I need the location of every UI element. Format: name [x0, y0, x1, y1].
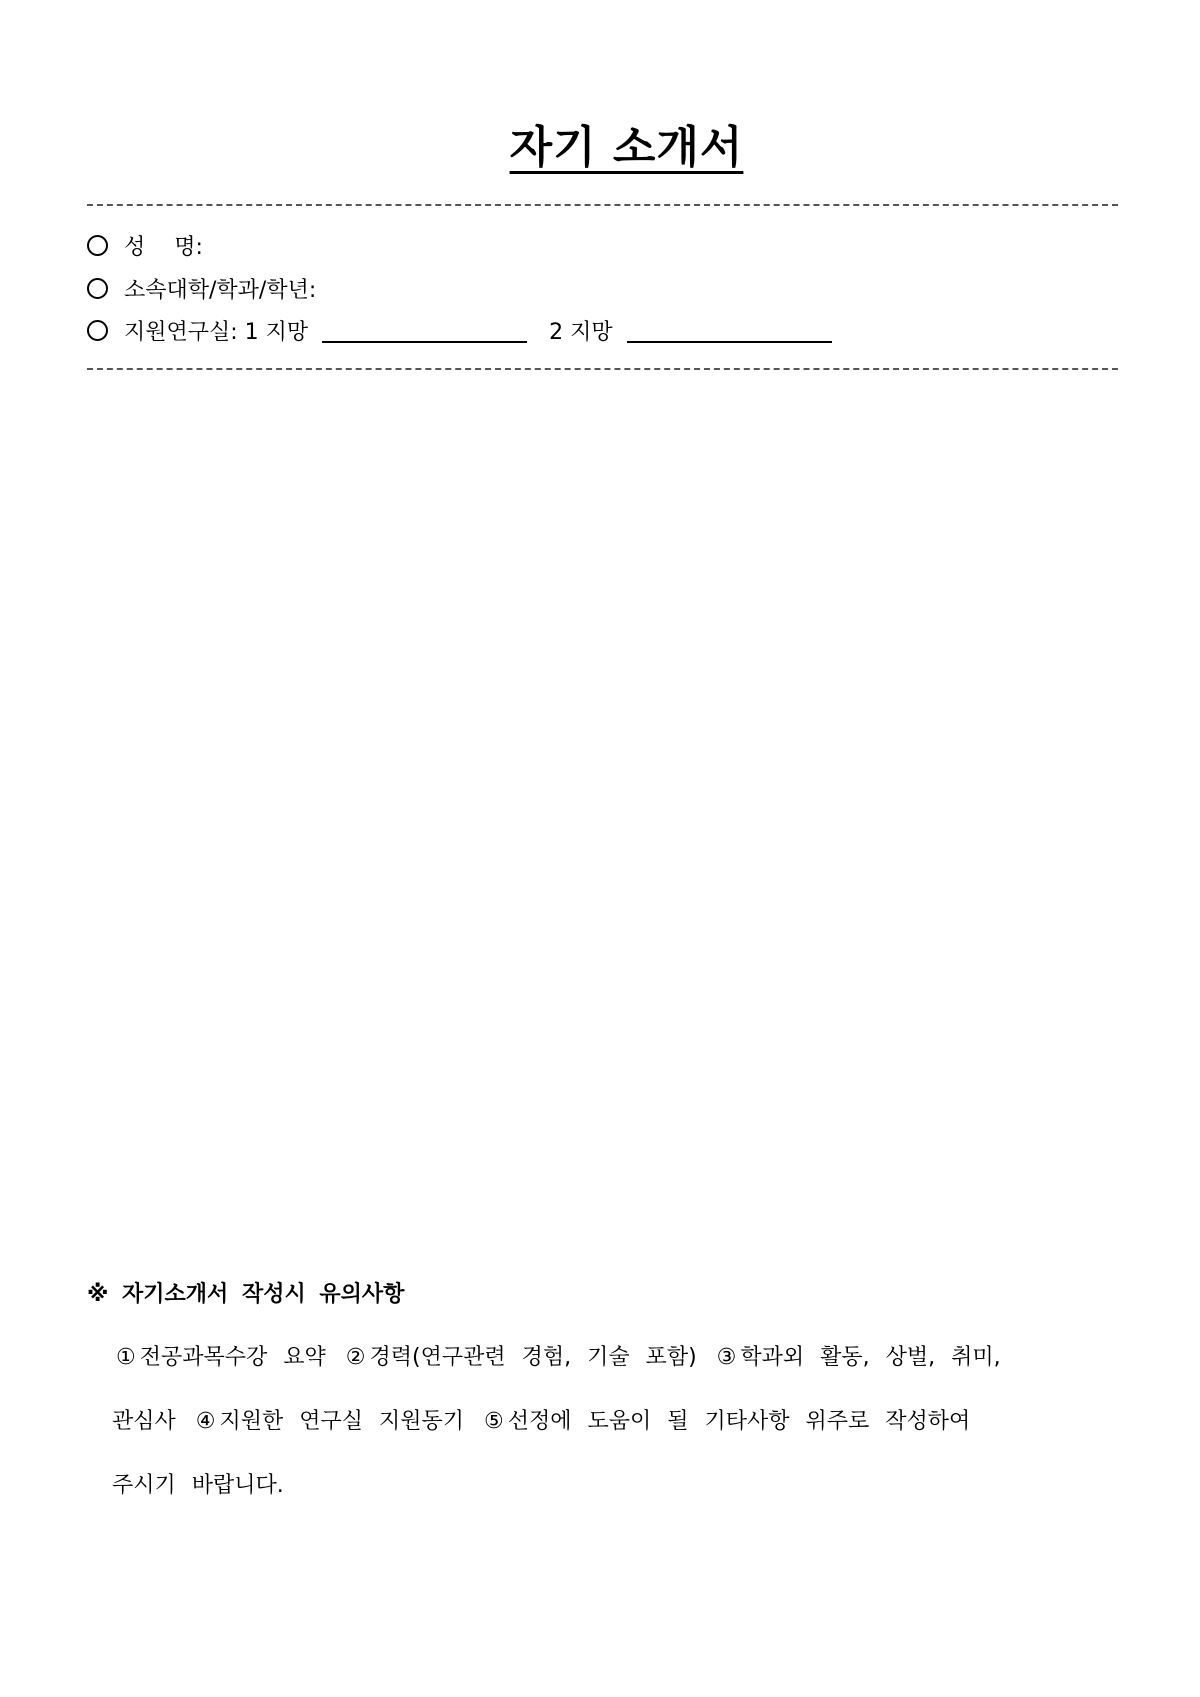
first-choice-blank[interactable] [322, 317, 527, 343]
affiliation-label: 소속대학/학과/학년: [124, 277, 317, 303]
document-title-text: 자기 소개서 [509, 122, 744, 173]
document-title [0, 122, 1200, 173]
affiliation-field[interactable] [87, 273, 316, 303]
name-label: 성 명: [124, 234, 203, 260]
note-item-5: 선정에 도움이 될 기타사항 위주로 작성하여 [507, 1409, 971, 1434]
lab-first-choice-label: 지원연구실: 1 지망 [124, 319, 309, 345]
note-item-3-continued: 관심사 [112, 1409, 176, 1434]
lab-choice-field[interactable] [87, 315, 854, 345]
notes-line-2 [112, 1404, 1112, 1435]
circled-number-3: ③ [716, 1345, 737, 1370]
circled-number-1: ① [116, 1345, 136, 1370]
top-dashed-divider [87, 204, 1118, 206]
radio-circle-icon[interactable] [87, 278, 108, 299]
radio-circle-icon[interactable] [87, 320, 108, 341]
circled-number-2: ② [345, 1345, 366, 1370]
radio-circle-icon[interactable] [87, 235, 108, 256]
note-item-2: 경력(연구관련 경험, 기술 포함) [369, 1345, 697, 1370]
note-item-1: 전공과목수강 요약 [139, 1345, 326, 1370]
note-item-3: 학과외 활동, 상벌, 취미, [740, 1345, 1001, 1370]
lab-second-choice-label: 2 지망 [549, 319, 613, 345]
circled-number-4: ④ [195, 1409, 216, 1434]
name-field[interactable] [87, 230, 203, 260]
second-choice-blank[interactable] [627, 317, 832, 343]
notes-line-1 [112, 1340, 1112, 1371]
circled-number-5: ⑤ [484, 1409, 504, 1434]
note-item-4: 지원한 연구실 지원동기 [219, 1409, 465, 1434]
notes-line-3 [112, 1468, 1112, 1499]
bottom-dashed-divider [87, 368, 1118, 370]
notes-heading: ※ 자기소개서 작성시 유의사항 [87, 1282, 405, 1307]
notes-closing: 주시기 바랍니다. [112, 1473, 284, 1498]
